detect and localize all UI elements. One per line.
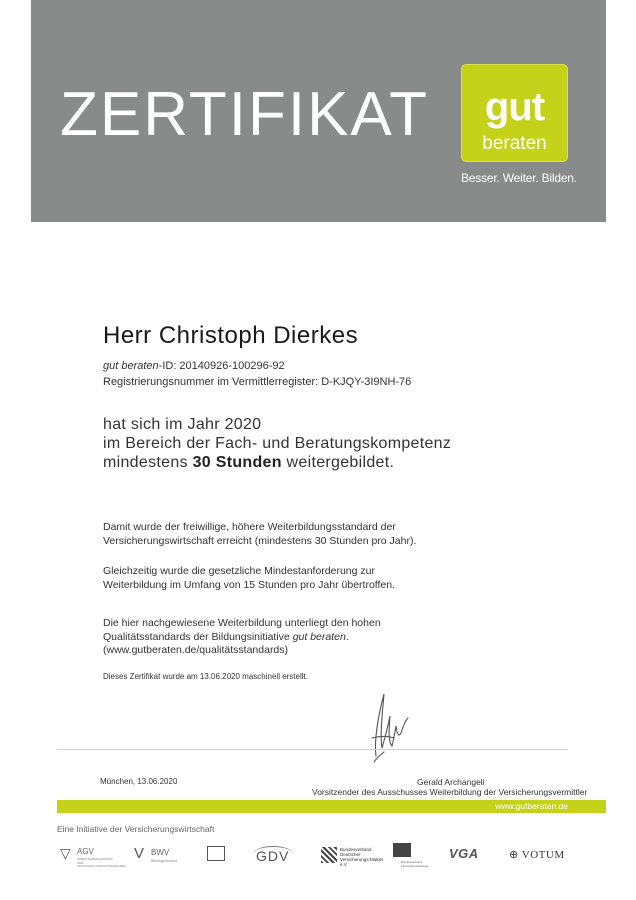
bwv-sub: Bildungsverband	[151, 859, 178, 863]
gut-beraten-logo	[461, 64, 568, 162]
website-url: www.gutberaten.de	[495, 801, 568, 811]
statement-post: weitergebildet.	[281, 454, 395, 471]
vga-logo: VGA	[449, 846, 479, 861]
place-date: München, 13.06.2020	[100, 777, 178, 786]
recipient-name: Herr Christoph Dierkes	[103, 322, 359, 349]
logo-tagline: Besser. Weiter. Bilden.	[461, 171, 577, 185]
id-value: -ID: 20140926-100296-92	[158, 360, 285, 372]
paragraph-quality	[103, 617, 381, 658]
bundesverband-label: Bundesverband Finanzdienstleistung	[401, 860, 429, 868]
statement-hours: 30 Stunden	[192, 454, 282, 471]
p1-line-2: Versicherungswirtschaft erreicht (mindestens 30 Stunden pro Jahr).	[103, 534, 417, 547]
statement-line-3	[103, 453, 451, 472]
p3-line-3: (www.gutberaten.de/qualitätsstandards)	[103, 644, 289, 656]
book-logo-icon	[207, 846, 225, 861]
bwv-label: BWV	[151, 848, 170, 857]
logo-word-beraten: beraten	[482, 133, 547, 154]
bvk-label: Bundesverband Deutscher Versicherungs-Makler e.V.	[340, 847, 384, 867]
bundesverband-logo-icon	[393, 843, 411, 857]
p2-line-2: Weiterbildung im Umfang von 15 Stunden pro Jahr übertroffen.	[103, 578, 396, 591]
p3-pre: Qualitätsstandards der Bildungsinitiative	[103, 630, 293, 643]
signature-image	[362, 686, 422, 768]
p1-line-1: Damit wurde der freiwillige, höhere Weiterbildungsstandard der	[103, 521, 396, 533]
id-prefix: gut beraten	[103, 360, 159, 372]
logo-word-gut: gut	[484, 85, 545, 129]
paragraph-standard	[103, 521, 416, 548]
training-statement	[103, 415, 451, 472]
p2-line-1: Gleichzeitig wurde die gesetzliche Mindestanforderung zur	[103, 565, 375, 577]
p3-line-1: Die hier nachgewiesene Weiterbildung unterliegt den hohen	[103, 617, 381, 629]
p3-brand: gut beraten	[292, 630, 346, 643]
bwv-mark-icon: V	[134, 845, 145, 862]
recipient-id	[103, 360, 285, 372]
agv-label: AGV	[77, 847, 94, 856]
initiative-label: Eine Initiative der Versicherungswirtschaft	[57, 824, 215, 834]
votum-logo: ⊕ VOTUM	[509, 849, 565, 861]
p3-post: .	[345, 630, 349, 643]
gdv-label: GDV	[256, 848, 290, 864]
agv-logo	[60, 845, 127, 869]
agv-mark-icon: ▽	[60, 845, 71, 861]
website-bar	[57, 800, 606, 813]
footer-divider	[57, 749, 568, 750]
p3-line-2	[103, 631, 381, 645]
gdv-logo	[253, 846, 301, 866]
certificate-title: ZERTIFIKAT	[60, 80, 430, 149]
bvk-mark-icon	[321, 847, 337, 863]
signer-role: Vorsitzender des Ausschusses Weiterbildung der Versicherungsvermittler	[312, 787, 588, 797]
creation-note: Dieses Zertifikat wurde am 13.06.2020 maschinell erstellt.	[103, 672, 308, 681]
statement-line-1: hat sich im Jahr 2020	[103, 416, 262, 433]
paragraph-legal	[103, 565, 395, 592]
signer-name: Gerald Archangeli	[417, 777, 485, 787]
bwv-logo	[134, 845, 182, 869]
bvk-logo	[321, 846, 384, 867]
agv-sub: ARBEITGEBERVERBAND DER VERSICHERUNGSUNTERNEHMEN	[77, 857, 127, 868]
statement-line-2: im Bereich der Fach- und Beratungskompetenz	[103, 435, 452, 452]
registration-number: Registrierungsnummer im Vermittlerregister: D-KJQY-3I9NH-76	[103, 376, 412, 388]
statement-pre: mindestens	[103, 454, 193, 471]
